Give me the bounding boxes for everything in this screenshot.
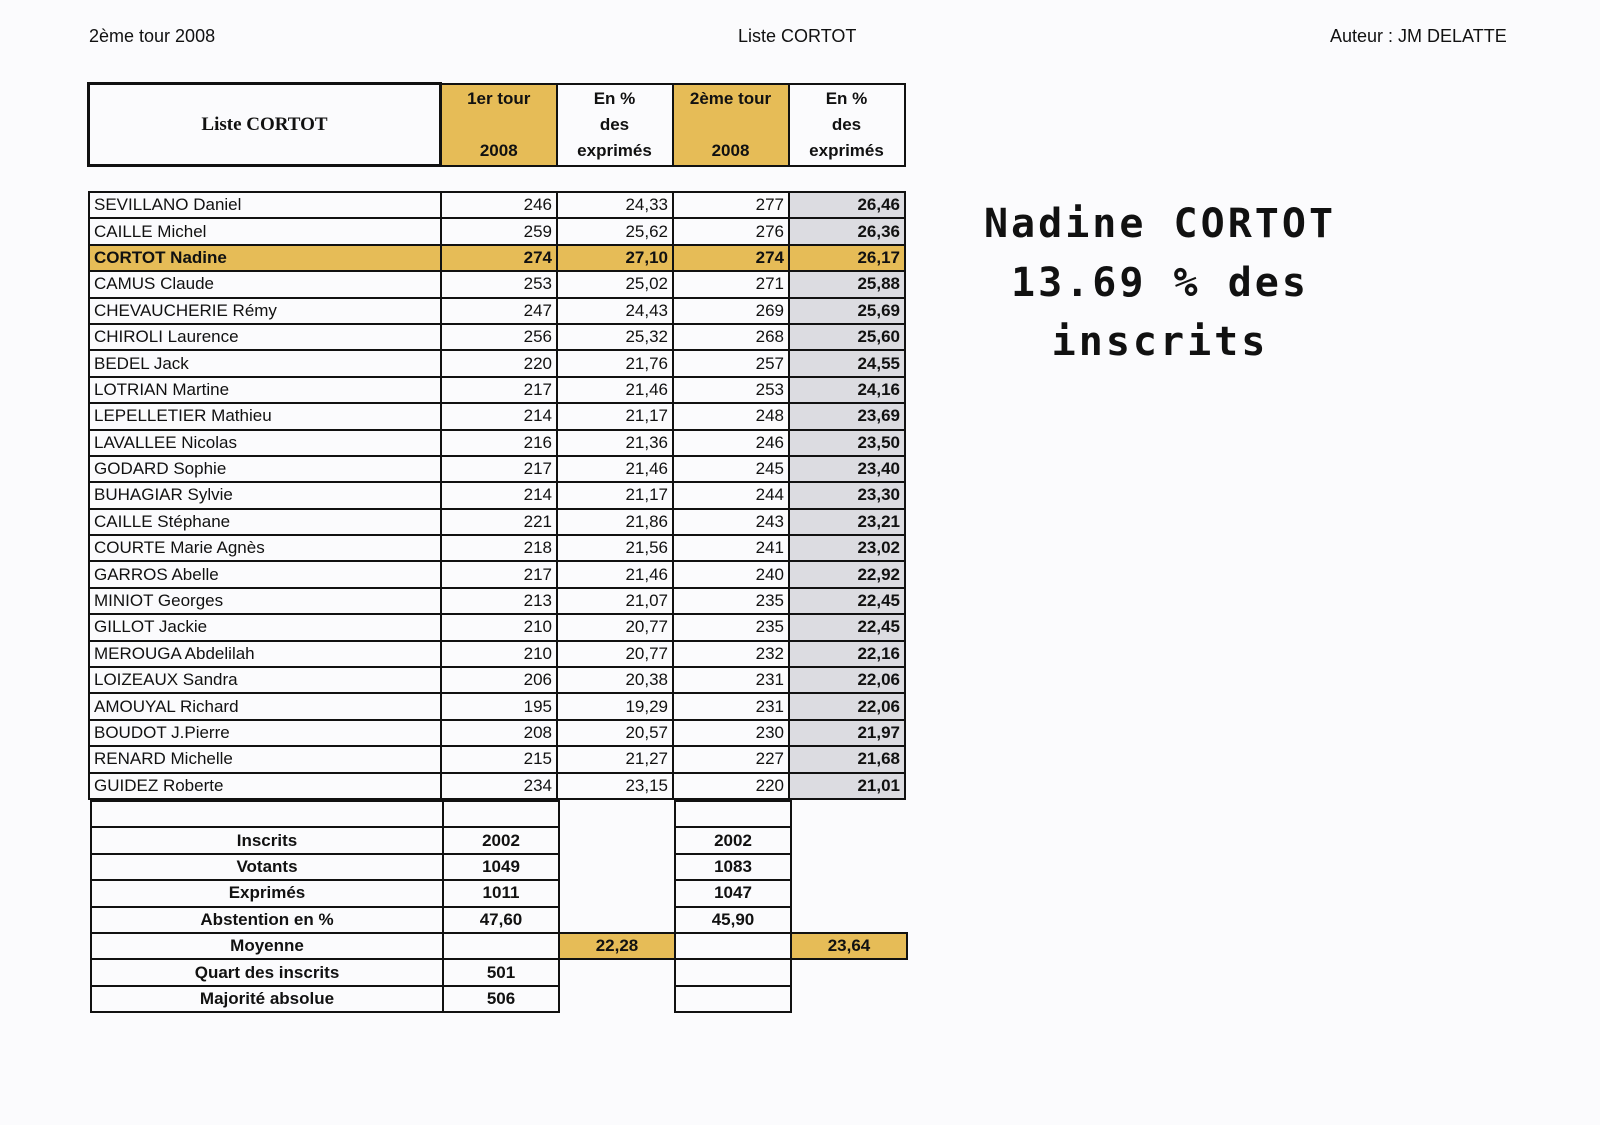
candidate-row bbox=[89, 350, 905, 376]
candidate-row bbox=[89, 403, 905, 429]
candidate-row bbox=[89, 561, 905, 587]
stats-spacer bbox=[91, 801, 443, 827]
candidate-row bbox=[89, 535, 905, 561]
round2-pct: 21,68 bbox=[789, 746, 905, 772]
round2-pct: 23,02 bbox=[789, 535, 905, 561]
round2-pct: 21,97 bbox=[789, 720, 905, 746]
round1-votes: 256 bbox=[441, 324, 557, 350]
round1-pct: 20,57 bbox=[557, 720, 673, 746]
candidate-row bbox=[89, 324, 905, 350]
round1-pct: 21,76 bbox=[557, 350, 673, 376]
round2-pct: 22,92 bbox=[789, 561, 905, 587]
candidate-row bbox=[89, 456, 905, 482]
round1-pct: 21,36 bbox=[557, 430, 673, 456]
round1-pct: 20,38 bbox=[557, 667, 673, 693]
round2-votes: 227 bbox=[673, 746, 789, 772]
round1-votes: 215 bbox=[441, 746, 557, 772]
round1-pct: 24,43 bbox=[557, 298, 673, 324]
candidate-name: GODARD Sophie bbox=[89, 456, 441, 482]
round1-header: 1er tour 2008 bbox=[441, 84, 557, 166]
candidate-name: COURTE Marie Agnès bbox=[89, 535, 441, 561]
stat-row-inscrits: Inscrits 2002 2002 bbox=[91, 827, 907, 853]
round1-pct: 21,46 bbox=[557, 561, 673, 587]
round1-pct: 24,33 bbox=[557, 192, 673, 218]
stat-row-abstention: Abstention en % 47,60 45,90 bbox=[91, 907, 907, 933]
round1-pct: 20,77 bbox=[557, 641, 673, 667]
round2-header: 2ème tour 2008 bbox=[673, 84, 789, 166]
candidate-name: CORTOT Nadine bbox=[89, 245, 441, 271]
round2-pct: 22,06 bbox=[789, 667, 905, 693]
round1-votes: 274 bbox=[441, 245, 557, 271]
round2-votes: 231 bbox=[673, 693, 789, 719]
candidate-name: BUHAGIAR Sylvie bbox=[89, 482, 441, 508]
round2-votes: 235 bbox=[673, 614, 789, 640]
candidate-row bbox=[89, 192, 905, 218]
round1-votes: 217 bbox=[441, 377, 557, 403]
candidate-name: CHEVAUCHERIE Rémy bbox=[89, 298, 441, 324]
round2-pct: 25,69 bbox=[789, 298, 905, 324]
candidate-name: SEVILLANO Daniel bbox=[89, 192, 441, 218]
candidate-name: BEDEL Jack bbox=[89, 350, 441, 376]
round1-votes: 206 bbox=[441, 667, 557, 693]
round2-votes: 243 bbox=[673, 509, 789, 535]
note-line-3: inscrits bbox=[1051, 319, 1269, 365]
round1-votes: 214 bbox=[441, 482, 557, 508]
round1-votes: 208 bbox=[441, 720, 557, 746]
round2-pct: 23,30 bbox=[789, 482, 905, 508]
round2-pct: 23,69 bbox=[789, 403, 905, 429]
candidate-row bbox=[89, 746, 905, 772]
round2-pct: 22,06 bbox=[789, 693, 905, 719]
round2-votes: 244 bbox=[673, 482, 789, 508]
round2-votes: 277 bbox=[673, 192, 789, 218]
candidate-name: GUIDEZ Roberte bbox=[89, 773, 441, 799]
round2-votes: 248 bbox=[673, 403, 789, 429]
candidate-name: GILLOT Jackie bbox=[89, 614, 441, 640]
round2-pct: 23,21 bbox=[789, 509, 905, 535]
round2-votes: 220 bbox=[673, 773, 789, 799]
candidate-name: LEPELLETIER Mathieu bbox=[89, 403, 441, 429]
candidate-row bbox=[89, 773, 905, 799]
round2-votes: 276 bbox=[673, 218, 789, 244]
candidate-name: GARROS Abelle bbox=[89, 561, 441, 587]
candidate-name: BOUDOT J.Pierre bbox=[89, 720, 441, 746]
candidate-name: CAILLE Michel bbox=[89, 218, 441, 244]
round1-pct: 21,56 bbox=[557, 535, 673, 561]
round1-votes: 210 bbox=[441, 641, 557, 667]
round2-pct: 25,60 bbox=[789, 324, 905, 350]
stat-row-moyenne: Moyenne 22,28 23,64 bbox=[91, 933, 907, 959]
round2-pct: 24,16 bbox=[789, 377, 905, 403]
round2-votes: 246 bbox=[673, 430, 789, 456]
candidate-name: RENARD Michelle bbox=[89, 746, 441, 772]
round1-pct: 27,10 bbox=[557, 245, 673, 271]
round1-votes: 213 bbox=[441, 588, 557, 614]
round2-votes: 253 bbox=[673, 377, 789, 403]
candidate-row bbox=[89, 430, 905, 456]
round2-pct: 25,88 bbox=[789, 271, 905, 297]
candidate-row bbox=[89, 271, 905, 297]
round2-votes: 232 bbox=[673, 641, 789, 667]
round2-pct: 26,46 bbox=[789, 192, 905, 218]
round1-votes: 216 bbox=[441, 430, 557, 456]
round2-pct: 26,36 bbox=[789, 218, 905, 244]
round1-pct: 23,15 bbox=[557, 773, 673, 799]
stat-row-majorite: Majorité absolue 506 bbox=[91, 986, 907, 1012]
candidate-row bbox=[89, 720, 905, 746]
round1-pct: 21,86 bbox=[557, 509, 673, 535]
round2-pct: 22,16 bbox=[789, 641, 905, 667]
round2-pct: 26,17 bbox=[789, 245, 905, 271]
candidate-name: AMOUYAL Richard bbox=[89, 693, 441, 719]
round2-votes: 231 bbox=[673, 667, 789, 693]
round1-votes: 195 bbox=[441, 693, 557, 719]
candidate-row bbox=[89, 588, 905, 614]
candidate-name: CAMUS Claude bbox=[89, 271, 441, 297]
round1-pct: 25,02 bbox=[557, 271, 673, 297]
round2-votes: 241 bbox=[673, 535, 789, 561]
round2-votes: 269 bbox=[673, 298, 789, 324]
round1-votes: 218 bbox=[441, 535, 557, 561]
candidate-row bbox=[89, 245, 905, 271]
candidate-row bbox=[89, 482, 905, 508]
round2-votes: 245 bbox=[673, 456, 789, 482]
round1-votes: 220 bbox=[441, 350, 557, 376]
candidate-row bbox=[89, 377, 905, 403]
candidate-row bbox=[89, 298, 905, 324]
round2-pct: 24,55 bbox=[789, 350, 905, 376]
list-title-cell: Liste CORTOT bbox=[89, 84, 441, 166]
header-round: 2ème tour 2008 bbox=[89, 26, 216, 46]
round1-pct: 19,29 bbox=[557, 693, 673, 719]
round1-votes: 221 bbox=[441, 509, 557, 535]
round2-votes: 230 bbox=[673, 720, 789, 746]
round2-votes: 268 bbox=[673, 324, 789, 350]
round1-votes: 210 bbox=[441, 614, 557, 640]
round1-pct: 21,17 bbox=[557, 482, 673, 508]
candidate-row bbox=[89, 509, 905, 535]
round1-votes: 234 bbox=[441, 773, 557, 799]
candidate-row bbox=[89, 218, 905, 244]
round2-pct: 23,40 bbox=[789, 456, 905, 482]
round2-votes: 257 bbox=[673, 350, 789, 376]
stats-table bbox=[90, 800, 908, 1013]
candidate-row bbox=[89, 693, 905, 719]
candidate-name: MINIOT Georges bbox=[89, 588, 441, 614]
round1-votes: 214 bbox=[441, 403, 557, 429]
round1-votes: 217 bbox=[441, 561, 557, 587]
round1-pct: 21,27 bbox=[557, 746, 673, 772]
round1-votes: 247 bbox=[441, 298, 557, 324]
round2-votes: 271 bbox=[673, 271, 789, 297]
pct1-header: En % des exprimés bbox=[557, 84, 673, 166]
round1-pct: 25,62 bbox=[557, 218, 673, 244]
header-list-name: Liste CORTOT bbox=[738, 26, 857, 46]
round2-pct: 21,01 bbox=[789, 773, 905, 799]
stat-row-votants: Votants 1049 1083 bbox=[91, 854, 907, 880]
round2-votes: 240 bbox=[673, 561, 789, 587]
candidates-table bbox=[88, 191, 906, 800]
candidate-row bbox=[89, 641, 905, 667]
candidate-name: MEROUGA Abdelilah bbox=[89, 641, 441, 667]
round2-pct: 22,45 bbox=[789, 614, 905, 640]
round1-pct: 21,46 bbox=[557, 377, 673, 403]
stat-row-quart: Quart des inscrits 501 bbox=[91, 959, 907, 985]
note-line-1: Nadine CORTOT bbox=[983, 201, 1337, 247]
candidate-name: LAVALLEE Nicolas bbox=[89, 430, 441, 456]
pct2-header: En % des exprimés bbox=[789, 84, 905, 166]
round2-pct: 23,50 bbox=[789, 430, 905, 456]
candidate-row bbox=[89, 667, 905, 693]
candidate-row bbox=[89, 614, 905, 640]
round1-votes: 253 bbox=[441, 271, 557, 297]
handwritten-note bbox=[950, 195, 1370, 372]
header-author: Auteur : JM DELATTE bbox=[1330, 26, 1507, 46]
round2-votes: 235 bbox=[673, 588, 789, 614]
round1-votes: 217 bbox=[441, 456, 557, 482]
round2-pct: 22,45 bbox=[789, 588, 905, 614]
round1-pct: 21,07 bbox=[557, 588, 673, 614]
candidate-name: CAILLE Stéphane bbox=[89, 509, 441, 535]
round1-pct: 20,77 bbox=[557, 614, 673, 640]
round2-votes: 274 bbox=[673, 245, 789, 271]
note-line-2: 13.69 % des bbox=[1011, 260, 1309, 306]
round1-votes: 259 bbox=[441, 218, 557, 244]
round1-pct: 25,32 bbox=[557, 324, 673, 350]
round1-pct: 21,46 bbox=[557, 456, 673, 482]
candidate-name: LOIZEAUX Sandra bbox=[89, 667, 441, 693]
stat-row-exprimes: Exprimés 1011 1047 bbox=[91, 880, 907, 906]
round1-votes: 246 bbox=[441, 192, 557, 218]
candidate-name: LOTRIAN Martine bbox=[89, 377, 441, 403]
column-header-table bbox=[87, 82, 906, 167]
round1-pct: 21,17 bbox=[557, 403, 673, 429]
candidate-name: CHIROLI Laurence bbox=[89, 324, 441, 350]
